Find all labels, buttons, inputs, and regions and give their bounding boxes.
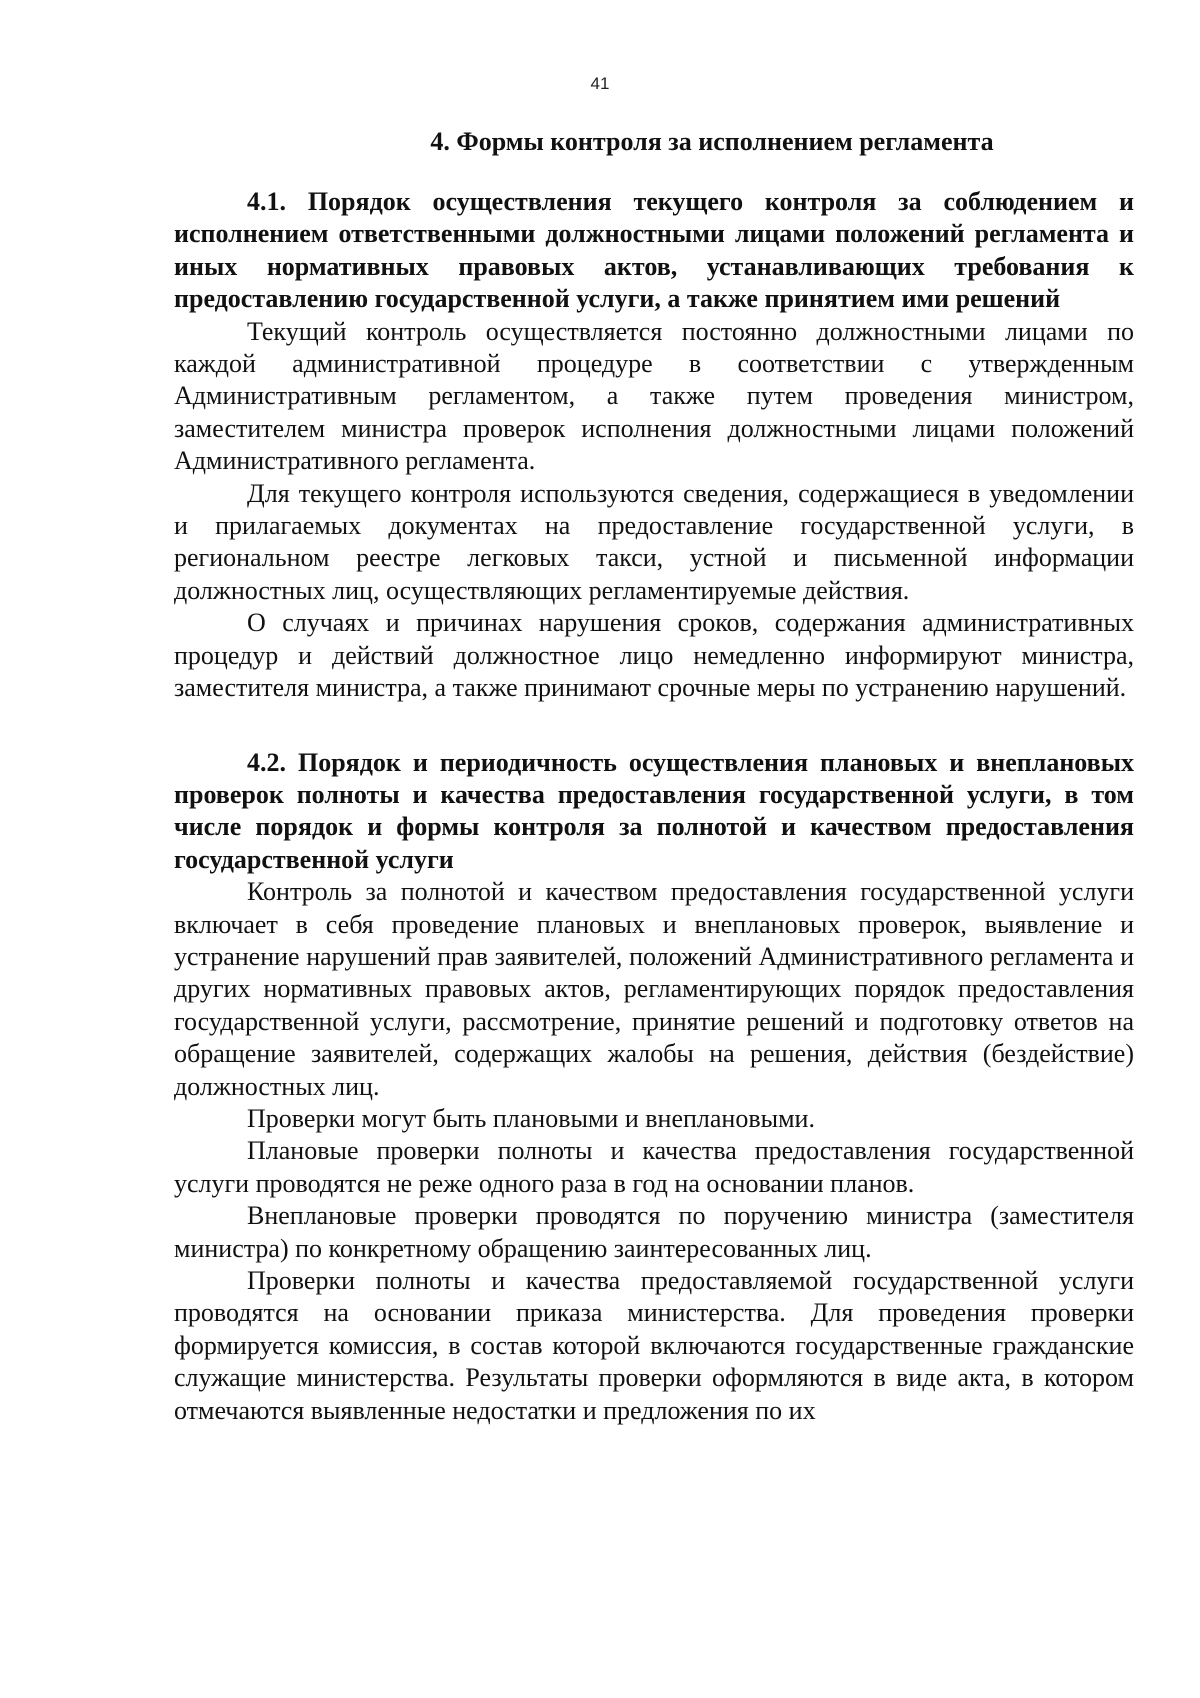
paragraph: Внеплановые проверки проводятся по поручению министра (заместителя министра) по конкретному обращению заинтересованных лиц. <box>174 1201 1134 1263</box>
paragraph: Контроль за полнотой и качеством предоставления государственной услуги включает в себя проведение плановых и внеплановых проверок, выявление и устранение нарушений прав заявителей, положений Административного регламента и других нормативных правовых актов, регламентирующих порядок предоставления государственной услуги, рассмотрение, принятие решений и подготовку ответов на обращение заявителей, содержащих жалобы на решения, действия (бездействие) должностных лиц. <box>174 877 1134 1101</box>
subsection-4-1 <box>174 186 1134 705</box>
section-title: 4. Формы контроля за исполнением регламента <box>430 127 994 156</box>
section-spacer <box>174 705 1134 747</box>
paragraph: Текущий контроль осуществляется постоянно должностными лицами по каждой административной процедуре в соответствии с утвержденным Административным регламентом, а также путем проведения министром, заместителем министра проверок исполнения должностными лицами положений Административного регламента. <box>174 316 1134 476</box>
page-number: 41 <box>590 74 610 93</box>
document-body <box>174 126 1134 1427</box>
subsection-heading: 4.2. Порядок и периодичность осуществления плановых и внеплановых проверок полноты и качества предоставления государственной услуги, в том числе порядок и формы контроля за полнотой и качеством предоставления государственной услуги <box>174 747 1134 874</box>
subsection-4-2 <box>174 747 1134 1428</box>
subsection-heading: 4.1. Порядок осуществления текущего контроля за соблюдением и исполнением ответственными должностными лицами положений регламента и иных нормативных правовых актов, устанавливающих требования к предоставлению государственной услуги, а также принятием ими решений <box>174 187 1134 314</box>
paragraph: Плановые проверки полноты и качества предоставления государственной услуги проводятся не реже одного раза в год на основании планов. <box>174 1136 1134 1198</box>
paragraph: О случаях и причинах нарушения сроков, содержания административных процедур и действий должностное лицо немедленно информируют министра, заместителя министра, а также принимают срочные меры по устранению нарушений. <box>174 608 1134 703</box>
paragraph: Проверки могут быть плановыми и внеплановыми. <box>247 1103 815 1133</box>
paragraph: Для текущего контроля используются сведения, содержащиеся в уведомлении и прилагаемых документах на предоставление государственной услуги, в региональном реестре легковых такси, устной и письменной информации должностных лиц, осуществляющих регламентируемые действия. <box>174 478 1134 605</box>
paragraph: Проверки полноты и качества предоставляемой государственной услуги проводятся на основании приказа министерства. Для проведения проверки формируется комиссия, в состав которой включаются государственные гражданские служащие министерства. Результаты проверки оформляются в виде акта, в котором отмечаются выявленные недостатки и предложения по их <box>174 1266 1134 1425</box>
